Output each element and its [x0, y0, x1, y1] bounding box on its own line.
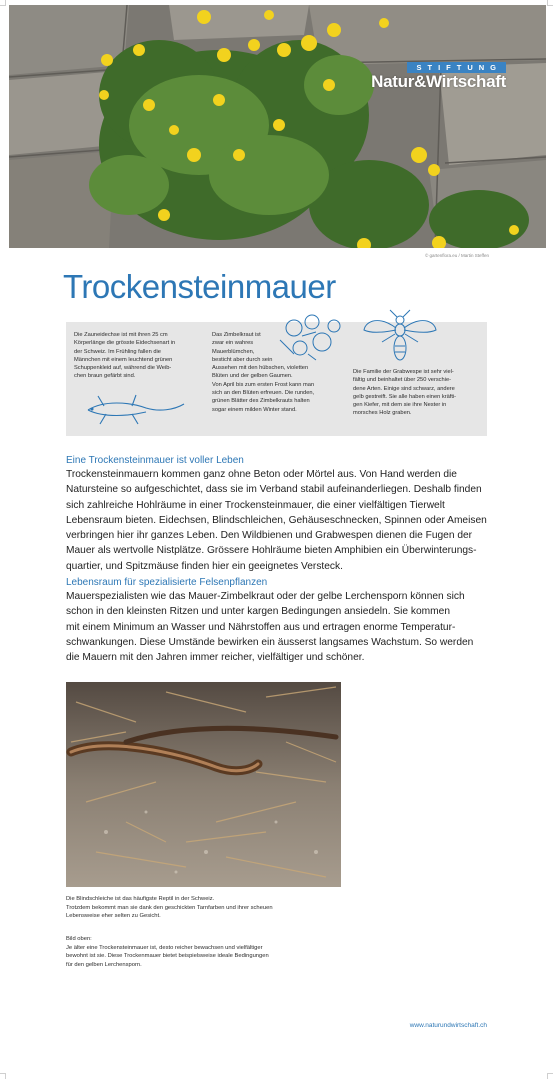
text-line: Lebensraum bieten. Eidechsen, Blindschleichen, Gehäuseschnecken, Spinnen oder Ameisen [66, 514, 487, 526]
caption-line: bewohnt ist sie. Diese Trockenmauer bietet beispielsweise ideale Bedingungen [66, 953, 269, 960]
info-line: zwar ein wahres [212, 340, 254, 347]
info-column-wasp [353, 368, 456, 418]
logo-natur-wirtschaft: Natur&Wirtschaft [371, 72, 506, 91]
lizard-illustration [84, 390, 188, 428]
info-line: Von April bis zum ersten Frost kann man [212, 381, 315, 388]
hero-photo [9, 5, 546, 248]
info-line: Aussehen mit den hübschen, violetten [212, 365, 309, 372]
website-link[interactable]: www.naturundwirtschaft.ch [409, 1022, 487, 1029]
section-text-leben [66, 467, 487, 574]
info-line: chen braun gefärbt sind. [74, 373, 136, 380]
info-line: gen Kiefer, mit dem sie ihre Nester in [353, 402, 447, 409]
info-line: sogar einem milden Winter stand. [212, 406, 297, 413]
text-line: Natursteine so aufgeschichtet, dass sie im Verband stabil aufeinanderliegen. Deshalb finden [66, 484, 482, 496]
ivy-flower-illustration [272, 310, 346, 366]
info-line: dene Arten. Einige sind schwarz, andere [353, 385, 455, 392]
info-column-lizard [74, 331, 175, 381]
info-line: morsches Holz graben. [353, 410, 412, 417]
info-line: gelb gestreift. Sie alle haben einen kräfti- [353, 393, 457, 400]
text-line: verbringen hier ihr ganzes Leben. Den Wildbienen und Grabwespen dienen die Fugen der [66, 530, 473, 542]
info-line: Die Familie der Grabwespe ist sehr viel- [353, 369, 454, 375]
page-title: Trockensteinmauer [63, 268, 336, 305]
text-line: Mauer als wertvolle Nistplätze. Grössere Hohlräume bieten Amphibien ein Überwinterungs- [66, 545, 477, 557]
section-heading-felsenpflanzen: Lebensraum für spezialisierte Felsenpflanzen [66, 577, 268, 588]
info-line: fältig und beinhaltet über 250 verschie- [353, 377, 452, 384]
caption-line: Trotzdem bekommt man sie dank den geschickten Tarnfarben und ihrer scheuen [66, 904, 273, 911]
info-box [66, 322, 487, 436]
hero-caption [66, 935, 269, 970]
text-line: die Mauern mit den Jahren immer reicher, vielfältiger und schöner. [66, 652, 365, 664]
info-line: Das Zimbelkraut ist [212, 332, 261, 338]
photo-caption [66, 895, 273, 921]
info-line: Schuppenkleid auf, während die Weib- [74, 365, 172, 372]
photo-credit: © gartenflora.eu / Martin Steffen [424, 253, 489, 258]
caption-line: Die Blindschleiche ist das häufigste Reptil in der Schweiz. [66, 896, 215, 902]
caption-label: Bild oben: [66, 936, 92, 942]
section-heading-leben: Eine Trockensteinmauer ist voller Leben [66, 455, 244, 466]
text-line: mit einem Minimum an Wasser und Nährstoffen aus und ertragen enorme Temperatur- [66, 621, 456, 633]
info-line: Männchen mit einem leuchtend grünen [74, 356, 173, 363]
crop-mark [0, 0, 6, 6]
info-line: der Schweiz. Im Frühling fallen die [74, 348, 161, 355]
caption-line: Je älter eine Trockensteinmauer ist, desto reicher bewachsen und vielfältiger [66, 944, 263, 951]
caption-line: Lebensweise eher selten zu Gesicht. [66, 913, 161, 920]
text-line: schwankungen. Diese Umstände bewirken ein äusserst langsames Wachstum. So werden [66, 636, 474, 648]
info-line: besticht aber durch sein [212, 356, 273, 363]
info-line: Mauerblümchen, [212, 348, 255, 355]
text-line: Mauerspezialisten wie das Mauer-Zimbelkraut oder der gelbe Lerchensporn können sich [66, 591, 465, 602]
info-line: Blüten und der gelben Gaumen. [212, 373, 293, 380]
info-line: Die Zauneidechse ist mit ihren 25 cm [74, 332, 168, 338]
logo-stiftung: STIFTUNG [407, 62, 507, 73]
section-text-felsenpflanzen [66, 589, 473, 665]
info-line: Körperlänge die grösste Eidechsenart in [74, 340, 176, 347]
crop-mark [0, 1073, 6, 1079]
text-line: quartier, und Spitzmäuse finden hier ein geeignetes Versteck. [66, 560, 343, 572]
info-line: sich an den Blüten erfreuen. Die runden, [212, 390, 315, 397]
crop-mark [547, 0, 553, 6]
crop-mark [547, 1073, 553, 1079]
stone-wall-image [9, 5, 546, 248]
wasp-illustration [360, 308, 440, 364]
text-line: Trockensteinmauern kommen ganz ohne Beton oder Mörtel aus. Von Hand werden die [66, 469, 457, 480]
slow-worm-image [66, 682, 341, 887]
info-line: grünen Blätter des Zimbelkrauts halten [212, 398, 310, 405]
slow-worm-photo [66, 682, 341, 887]
text-line: schon in den kleinsten Ritzen und unter kargen Bedingungen ansiedeln. Sie kommen [66, 606, 450, 618]
caption-line: für den gelben Lerchensporn. [66, 962, 142, 969]
text-line: sich zahlreiche Hohlräume in einer Trockensteinmauer, die einer vielfältigen Tierwelt [66, 499, 445, 511]
